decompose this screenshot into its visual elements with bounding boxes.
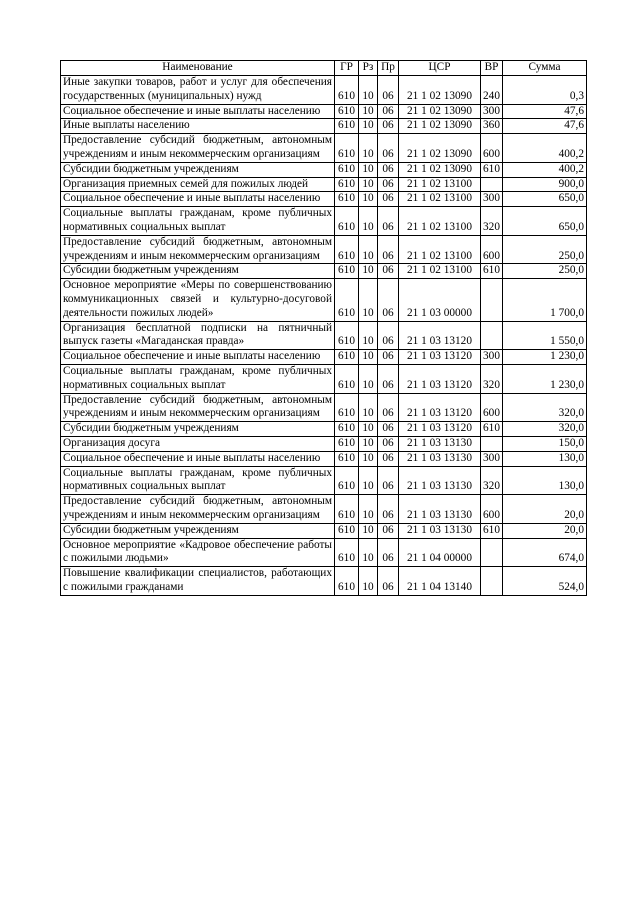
cell-gr: 610 xyxy=(335,523,359,538)
document-page xyxy=(60,60,586,596)
table-row xyxy=(61,76,587,105)
cell-vr xyxy=(481,538,503,567)
cell-rz: 10 xyxy=(359,451,378,466)
cell-pr: 06 xyxy=(378,321,399,350)
cell-csr: 21 1 03 13130 xyxy=(399,451,481,466)
table-row xyxy=(61,104,587,119)
cell-sum: 20,0 xyxy=(503,523,587,538)
cell-csr: 21 1 02 13100 xyxy=(399,207,481,236)
cell-vr: 360 xyxy=(481,119,503,134)
cell-name: Социальное обеспечение и иные выплаты населению xyxy=(61,451,335,466)
cell-sum: 1 550,0 xyxy=(503,321,587,350)
cell-rz: 10 xyxy=(359,264,378,279)
cell-vr xyxy=(481,321,503,350)
table-row xyxy=(61,451,587,466)
cell-name: Организация приемных семей для пожилых людей xyxy=(61,177,335,192)
cell-sum: 524,0 xyxy=(503,567,587,596)
cell-csr: 21 1 03 13120 xyxy=(399,422,481,437)
cell-csr: 21 1 03 13120 xyxy=(399,350,481,365)
cell-sum: 320,0 xyxy=(503,393,587,422)
cell-vr: 610 xyxy=(481,162,503,177)
cell-sum: 130,0 xyxy=(503,451,587,466)
cell-sum: 400,2 xyxy=(503,162,587,177)
cell-csr: 21 1 02 13100 xyxy=(399,177,481,192)
cell-pr: 06 xyxy=(378,207,399,236)
cell-vr: 610 xyxy=(481,422,503,437)
cell-csr: 21 1 03 13130 xyxy=(399,436,481,451)
cell-gr: 610 xyxy=(335,321,359,350)
cell-sum: 150,0 xyxy=(503,436,587,451)
cell-gr: 610 xyxy=(335,207,359,236)
cell-gr: 610 xyxy=(335,495,359,524)
cell-pr: 06 xyxy=(378,495,399,524)
cell-sum: 47,6 xyxy=(503,119,587,134)
cell-gr: 610 xyxy=(335,177,359,192)
cell-gr: 610 xyxy=(335,436,359,451)
header-csr: ЦСР xyxy=(399,61,481,76)
cell-rz: 10 xyxy=(359,207,378,236)
cell-rz: 10 xyxy=(359,134,378,163)
cell-rz: 10 xyxy=(359,119,378,134)
cell-vr: 300 xyxy=(481,192,503,207)
table-body xyxy=(61,76,587,596)
header-pr: Пр xyxy=(378,61,399,76)
cell-name: Повышение квалификации специалистов, работающих с пожилыми гражданами xyxy=(61,567,335,596)
cell-sum: 250,0 xyxy=(503,264,587,279)
cell-rz: 10 xyxy=(359,495,378,524)
cell-sum: 674,0 xyxy=(503,538,587,567)
cell-pr: 06 xyxy=(378,466,399,495)
header-vr: ВР xyxy=(481,61,503,76)
cell-sum: 650,0 xyxy=(503,207,587,236)
cell-csr: 21 1 02 13100 xyxy=(399,235,481,264)
cell-vr xyxy=(481,567,503,596)
header-name: Наименование xyxy=(61,61,335,76)
cell-csr: 21 1 02 13100 xyxy=(399,264,481,279)
cell-rz: 10 xyxy=(359,177,378,192)
cell-gr: 610 xyxy=(335,134,359,163)
cell-rz: 10 xyxy=(359,364,378,393)
cell-pr: 06 xyxy=(378,104,399,119)
cell-gr: 610 xyxy=(335,422,359,437)
cell-pr: 06 xyxy=(378,264,399,279)
cell-csr: 21 1 04 13140 xyxy=(399,567,481,596)
cell-pr: 06 xyxy=(378,364,399,393)
cell-name: Социальные выплаты гражданам, кроме публичных нормативных социальных выплат xyxy=(61,466,335,495)
cell-csr: 21 1 02 13090 xyxy=(399,119,481,134)
cell-pr: 06 xyxy=(378,451,399,466)
table-row xyxy=(61,119,587,134)
cell-gr: 610 xyxy=(335,451,359,466)
cell-vr: 300 xyxy=(481,451,503,466)
cell-pr: 06 xyxy=(378,162,399,177)
cell-name: Предоставление субсидий бюджетным, автономным учреждениям и иным некоммерческим организациям xyxy=(61,134,335,163)
cell-rz: 10 xyxy=(359,162,378,177)
cell-pr: 06 xyxy=(378,393,399,422)
cell-csr: 21 1 03 13120 xyxy=(399,321,481,350)
cell-gr: 610 xyxy=(335,567,359,596)
cell-name: Субсидии бюджетным учреждениям xyxy=(61,523,335,538)
table-row xyxy=(61,350,587,365)
cell-rz: 10 xyxy=(359,523,378,538)
table-row xyxy=(61,466,587,495)
cell-vr: 300 xyxy=(481,350,503,365)
table-row xyxy=(61,495,587,524)
cell-sum: 0,3 xyxy=(503,76,587,105)
cell-name: Иные закупки товаров, работ и услуг для обеспечения государственных (муниципальных) нужд xyxy=(61,76,335,105)
cell-pr: 06 xyxy=(378,235,399,264)
budget-table xyxy=(60,60,587,596)
table-row xyxy=(61,279,587,321)
cell-pr: 06 xyxy=(378,567,399,596)
cell-csr: 21 1 03 13120 xyxy=(399,364,481,393)
cell-name: Организация досуга xyxy=(61,436,335,451)
cell-pr: 06 xyxy=(378,134,399,163)
cell-csr: 21 1 03 13130 xyxy=(399,523,481,538)
table-row xyxy=(61,422,587,437)
cell-name: Социальное обеспечение и иные выплаты населению xyxy=(61,104,335,119)
cell-gr: 610 xyxy=(335,466,359,495)
cell-gr: 610 xyxy=(335,76,359,105)
cell-pr: 06 xyxy=(378,523,399,538)
cell-sum: 650,0 xyxy=(503,192,587,207)
cell-vr: 600 xyxy=(481,495,503,524)
cell-rz: 10 xyxy=(359,422,378,437)
table-row xyxy=(61,207,587,236)
cell-vr: 600 xyxy=(481,393,503,422)
cell-pr: 06 xyxy=(378,76,399,105)
cell-sum: 47,6 xyxy=(503,104,587,119)
cell-rz: 10 xyxy=(359,393,378,422)
cell-name: Основное мероприятие «Меры по совершенствованию коммуникационных связей и культурно-досуговой деятельности пожилых людей» xyxy=(61,279,335,321)
cell-name: Предоставление субсидий бюджетным, автономным учреждениям и иным некоммерческим организациям xyxy=(61,393,335,422)
cell-csr: 21 1 02 13090 xyxy=(399,134,481,163)
cell-rz: 10 xyxy=(359,235,378,264)
header-rz: Рз xyxy=(359,61,378,76)
cell-csr: 21 1 03 13130 xyxy=(399,495,481,524)
cell-gr: 610 xyxy=(335,119,359,134)
cell-rz: 10 xyxy=(359,192,378,207)
cell-csr: 21 1 03 13120 xyxy=(399,393,481,422)
cell-vr: 610 xyxy=(481,523,503,538)
cell-pr: 06 xyxy=(378,350,399,365)
cell-name: Предоставление субсидий бюджетным, автономным учреждениям и иным некоммерческим организациям xyxy=(61,495,335,524)
cell-csr: 21 1 02 13100 xyxy=(399,192,481,207)
cell-csr: 21 1 02 13090 xyxy=(399,76,481,105)
header-sum: Сумма xyxy=(503,61,587,76)
table-row xyxy=(61,134,587,163)
cell-sum: 1 230,0 xyxy=(503,364,587,393)
cell-name: Социальные выплаты гражданам, кроме публичных нормативных социальных выплат xyxy=(61,207,335,236)
cell-rz: 10 xyxy=(359,567,378,596)
cell-csr: 21 1 04 00000 xyxy=(399,538,481,567)
cell-rz: 10 xyxy=(359,436,378,451)
cell-vr: 320 xyxy=(481,364,503,393)
cell-csr: 21 1 03 00000 xyxy=(399,279,481,321)
cell-vr: 300 xyxy=(481,104,503,119)
cell-sum: 1 700,0 xyxy=(503,279,587,321)
cell-sum: 250,0 xyxy=(503,235,587,264)
cell-sum: 400,2 xyxy=(503,134,587,163)
table-row xyxy=(61,538,587,567)
cell-name: Предоставление субсидий бюджетным, автономным учреждениям и иным некоммерческим организациям xyxy=(61,235,335,264)
table-row xyxy=(61,235,587,264)
cell-sum: 20,0 xyxy=(503,495,587,524)
cell-name: Основное мероприятие «Кадровое обеспечение работы с пожилыми людьми» xyxy=(61,538,335,567)
table-row xyxy=(61,364,587,393)
cell-name: Субсидии бюджетным учреждениям xyxy=(61,264,335,279)
cell-pr: 06 xyxy=(378,422,399,437)
cell-vr: 600 xyxy=(481,235,503,264)
cell-gr: 610 xyxy=(335,192,359,207)
table-row xyxy=(61,177,587,192)
table-header-row xyxy=(61,61,587,76)
cell-name: Социальное обеспечение и иные выплаты населению xyxy=(61,350,335,365)
cell-vr: 320 xyxy=(481,466,503,495)
cell-name: Организация бесплатной подписки на пятничный выпуск газеты «Магаданская правда» xyxy=(61,321,335,350)
table-row xyxy=(61,321,587,350)
cell-gr: 610 xyxy=(335,393,359,422)
cell-csr: 21 1 02 13090 xyxy=(399,162,481,177)
cell-gr: 610 xyxy=(335,104,359,119)
cell-sum: 900,0 xyxy=(503,177,587,192)
cell-name: Субсидии бюджетным учреждениям xyxy=(61,422,335,437)
cell-name: Социальные выплаты гражданам, кроме публичных нормативных социальных выплат xyxy=(61,364,335,393)
table-row xyxy=(61,436,587,451)
cell-gr: 610 xyxy=(335,350,359,365)
cell-gr: 610 xyxy=(335,538,359,567)
cell-pr: 06 xyxy=(378,279,399,321)
cell-rz: 10 xyxy=(359,279,378,321)
cell-pr: 06 xyxy=(378,119,399,134)
cell-sum: 1 230,0 xyxy=(503,350,587,365)
cell-vr: 320 xyxy=(481,207,503,236)
cell-csr: 21 1 03 13130 xyxy=(399,466,481,495)
header-gr: ГР xyxy=(335,61,359,76)
cell-gr: 610 xyxy=(335,264,359,279)
cell-rz: 10 xyxy=(359,466,378,495)
table-row xyxy=(61,192,587,207)
cell-rz: 10 xyxy=(359,538,378,567)
cell-sum: 320,0 xyxy=(503,422,587,437)
cell-pr: 06 xyxy=(378,177,399,192)
cell-rz: 10 xyxy=(359,350,378,365)
cell-gr: 610 xyxy=(335,235,359,264)
cell-vr xyxy=(481,279,503,321)
cell-name: Социальное обеспечение и иные выплаты населению xyxy=(61,192,335,207)
cell-gr: 610 xyxy=(335,162,359,177)
cell-gr: 610 xyxy=(335,364,359,393)
cell-pr: 06 xyxy=(378,436,399,451)
cell-rz: 10 xyxy=(359,321,378,350)
cell-pr: 06 xyxy=(378,192,399,207)
table-row xyxy=(61,567,587,596)
table-row xyxy=(61,523,587,538)
cell-vr xyxy=(481,177,503,192)
table-row xyxy=(61,264,587,279)
cell-name: Субсидии бюджетным учреждениям xyxy=(61,162,335,177)
cell-name: Иные выплаты населению xyxy=(61,119,335,134)
cell-rz: 10 xyxy=(359,76,378,105)
cell-vr: 600 xyxy=(481,134,503,163)
cell-pr: 06 xyxy=(378,538,399,567)
cell-vr xyxy=(481,436,503,451)
table-row xyxy=(61,162,587,177)
cell-rz: 10 xyxy=(359,104,378,119)
table-row xyxy=(61,393,587,422)
cell-gr: 610 xyxy=(335,279,359,321)
cell-sum: 130,0 xyxy=(503,466,587,495)
cell-vr: 610 xyxy=(481,264,503,279)
cell-vr: 240 xyxy=(481,76,503,105)
cell-csr: 21 1 02 13090 xyxy=(399,104,481,119)
